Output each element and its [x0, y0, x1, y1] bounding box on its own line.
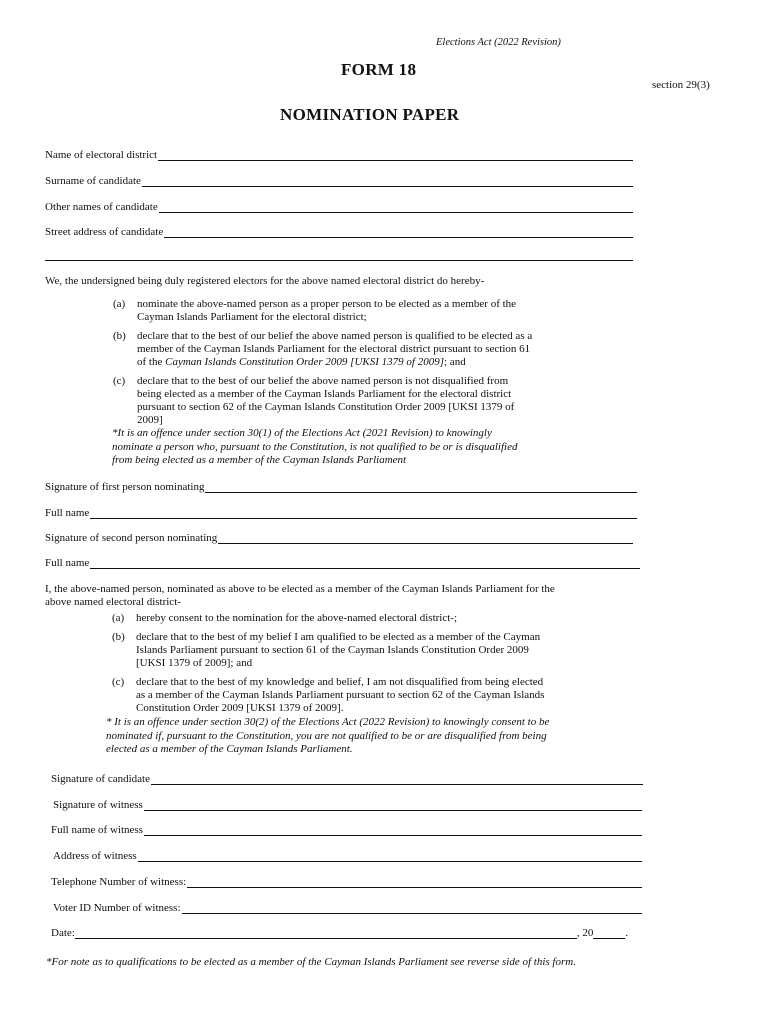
candidate-intro [45, 583, 555, 609]
item-line [137, 356, 532, 369]
first-nominator-name-line[interactable] [90, 508, 637, 519]
item-marker: (b) [112, 631, 125, 643]
other-names-line[interactable] [159, 202, 633, 213]
date-year-line[interactable] [593, 928, 625, 939]
constitution-reference: Cayman Islands Constitution Order 2009 [UKSI 1379 of 2009] [165, 356, 444, 368]
witness-name-line[interactable] [144, 825, 642, 836]
item-line: Cayman Islands Parliament for the electoral district; [137, 311, 367, 323]
street-address-label: Street address of candidate [45, 226, 164, 238]
date-day-month-line[interactable] [75, 928, 577, 939]
item-line-pre: of the [137, 356, 166, 368]
item-line: declare that to the best of my belief I am qualified to be elected as a member of the Cayman [136, 631, 541, 643]
witness-phone-label: Telephone Number of witness: [51, 876, 187, 888]
street-address-line[interactable] [164, 227, 633, 238]
witness-name-field[interactable] [51, 822, 642, 836]
note-line: *It is an offence under section 30(1) of the Elections Act (2021 Revision) to knowingly [112, 427, 492, 439]
witness-address-field[interactable] [53, 848, 642, 862]
second-nominator-signature-field[interactable] [45, 530, 633, 544]
item-line: [UKSI 1379 of 2009]; and [136, 657, 253, 669]
item-marker: (a) [112, 612, 125, 624]
witness-signature-line[interactable] [144, 800, 642, 811]
surname-field[interactable] [45, 173, 633, 187]
witness-voter-id-label: Voter ID Number of witness: [53, 902, 181, 914]
district-field[interactable] [45, 147, 633, 161]
note-line: elected as a member of the Cayman Islands Parliament. [106, 743, 353, 755]
intro-line: I, the above-named person, nominated as above to be elected as a member of the Cayman Islands Parliament for the [45, 583, 555, 595]
first-nominator-signature-line[interactable] [205, 482, 637, 493]
street-address-line-2[interactable] [45, 260, 633, 261]
item-line: being elected as a member of the Cayman Islands Parliament for the electoral district [137, 388, 512, 400]
date-end: . [625, 927, 629, 939]
item-line: pursuant to section 62 of the Cayman Islands Constitution Order 2009 [UKSI 1379 of [137, 401, 515, 413]
electors-intro: We, the undersigned being duly registered electors for the above named electoral district do hereby- [45, 275, 485, 287]
item-body [136, 631, 540, 670]
first-nominator-name-field[interactable] [45, 505, 637, 519]
other-names-field[interactable] [45, 199, 633, 213]
item-line: Islands Parliament pursuant to section 61 of the Cayman Islands Constitution Order 2009 [136, 644, 529, 656]
candidate-offence-note [106, 716, 549, 757]
second-nominator-signature-line[interactable] [218, 533, 633, 544]
item-line: declare that to the best of my knowledge and belief, I am not disqualified from being elected [136, 676, 544, 688]
surname-line[interactable] [142, 176, 633, 187]
item-body [137, 330, 532, 369]
section-reference: section 29(3) [652, 79, 710, 91]
item-line-post: ; and [444, 356, 466, 368]
item-marker: (c) [113, 375, 126, 387]
date-field[interactable] [51, 925, 628, 939]
act-header: Elections Act (2022 Revision) [436, 37, 561, 48]
first-nominator-name-label: Full name [45, 507, 90, 519]
form-number: FORM 18 [341, 60, 417, 79]
item-line: declare that to the best of our belief the above named person is not disqualified from [137, 375, 509, 387]
district-label: Name of electoral district [45, 149, 158, 161]
item-line: Constitution Order 2009 [UKSI 1379 of 2009]. [136, 702, 344, 714]
electors-offence-note [112, 427, 517, 468]
item-line: nominate the above-named person as a proper person to be elected as a member of the [137, 298, 517, 310]
note-line: from being elected as a member of the Cayman Islands Parliament [112, 454, 407, 466]
item-line: declare that to the best of our belief the above named person is qualified to be elected as a [137, 330, 533, 342]
district-line[interactable] [158, 150, 633, 161]
second-nominator-name-line[interactable] [90, 558, 640, 569]
witness-signature-label: Signature of witness [53, 799, 143, 811]
document-title: NOMINATION PAPER [280, 105, 460, 124]
second-nominator-signature-label: Signature of second person nominating [45, 532, 218, 544]
second-nominator-name-label: Full name [45, 557, 90, 569]
candidate-signature-line[interactable] [151, 774, 643, 785]
candidate-signature-field[interactable] [51, 771, 643, 785]
item-body [137, 375, 514, 427]
item-marker: (a) [113, 298, 126, 310]
date-label: Date: [51, 927, 75, 939]
first-nominator-signature-label: Signature of first person nominating [45, 481, 205, 493]
other-names-label: Other names of candidate [45, 201, 158, 213]
witness-phone-line[interactable] [187, 877, 642, 888]
witness-address-label: Address of witness [53, 850, 137, 862]
note-line: nominate a person who, pursuant to the Constitution, is not qualified to be or is disqualified [112, 440, 518, 453]
item-line: 2009] [137, 414, 163, 426]
item-line: hereby consent to the nomination for the above-named electoral district-; [136, 612, 458, 624]
item-body [136, 676, 544, 715]
witness-signature-field[interactable] [53, 797, 642, 811]
footer-note: *For note as to qualifications to be elected as a member of the Cayman Islands Parliament see reverse side of this form. [46, 956, 576, 968]
note-line: * It is an offence under section 30(2) of the Elections Act (2022 Revision) to knowingly consent to be [106, 716, 550, 728]
date-year-prefix: , 20 [576, 927, 594, 939]
item-line: as a member of the Cayman Islands Parliament pursuant to section 62 of the Cayman Islands [136, 689, 545, 701]
street-address-field[interactable] [45, 224, 633, 238]
item-line: member of the Cayman Islands Parliament for the electoral district pursuant to section 61 [137, 343, 531, 355]
item-body [136, 612, 457, 625]
witness-voter-id-line[interactable] [182, 903, 643, 914]
item-body [137, 298, 516, 324]
note-line: nominated if, pursuant to the Constitution, you are not qualified to be or are disqualified from being [106, 729, 547, 742]
surname-label: Surname of candidate [45, 175, 141, 187]
intro-line: above named electoral district- [45, 596, 181, 608]
second-nominator-name-field[interactable] [45, 555, 640, 569]
candidate-signature-label: Signature of candidate [51, 773, 150, 785]
witness-name-label: Full name of witness [51, 824, 143, 836]
witness-address-line[interactable] [138, 851, 642, 862]
item-marker: (b) [113, 330, 126, 342]
first-nominator-signature-field[interactable] [45, 479, 637, 493]
witness-phone-field[interactable] [51, 874, 642, 888]
item-marker: (c) [112, 676, 125, 688]
witness-voter-id-field[interactable] [53, 900, 642, 914]
